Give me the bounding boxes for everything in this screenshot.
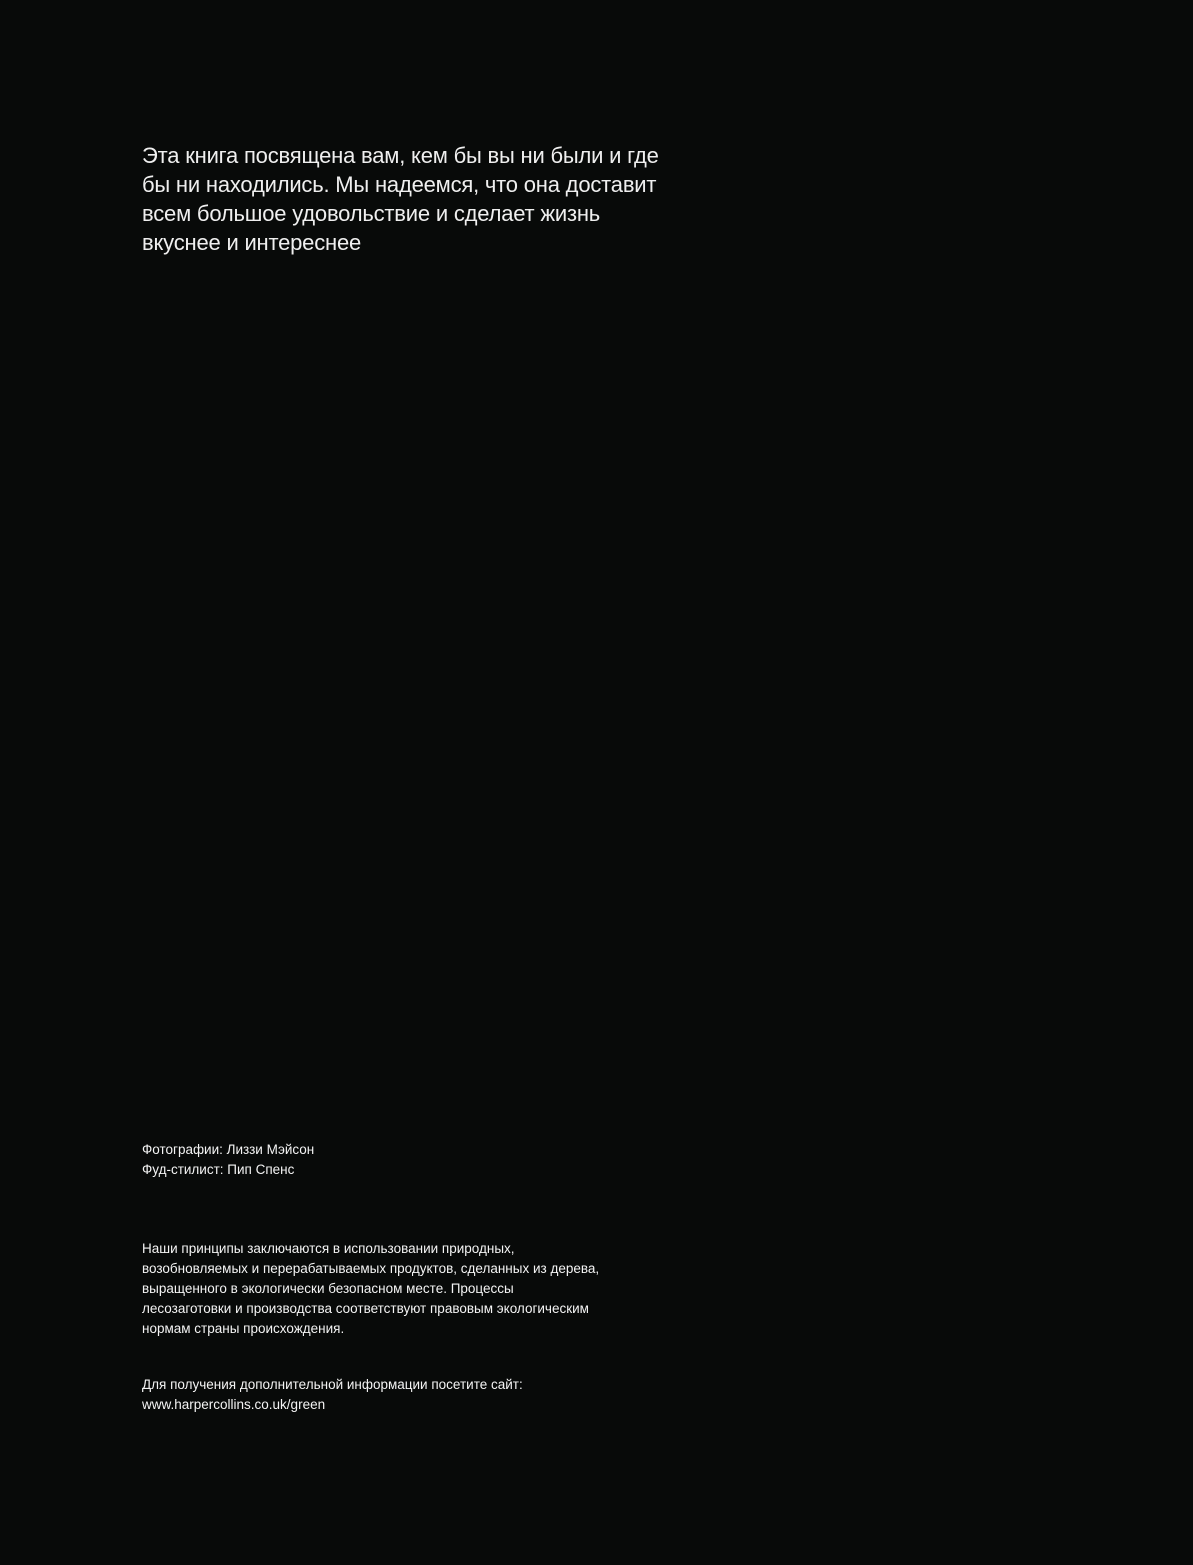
- dedication-text: [142, 141, 662, 257]
- dedication-line: всем большое удовольствие и сделает жизнь: [142, 201, 601, 226]
- credits-block: [142, 1140, 314, 1180]
- eco-notice-line: Наши принципы заключаются в использовании природных,: [142, 1241, 515, 1256]
- eco-notice-line: выращенного в экологически безопасном месте. Процессы: [142, 1281, 514, 1296]
- dedication-line: бы ни находились. Мы надеемся, что она доставит: [142, 172, 657, 197]
- dedication-line: вкуснее и интереснее: [142, 230, 362, 255]
- food-stylist-credit: Фуд-стилист: Пип Спенс: [142, 1162, 295, 1177]
- more-info-text: Для получения дополнительной информации посетите сайт:: [142, 1377, 523, 1392]
- eco-notice: [142, 1239, 599, 1339]
- eco-notice-line: нормам страны происхождения.: [142, 1321, 345, 1336]
- photography-credit: Фотографии: Лиззи Мэйсон: [142, 1142, 315, 1157]
- dedication-line: Эта книга посвящена вам, кем бы вы ни были и где: [142, 143, 659, 168]
- more-info-block: [142, 1375, 523, 1415]
- eco-notice-line: возобновляемых и перерабатываемых продуктов, сделанных из дерева,: [142, 1261, 600, 1276]
- eco-notice-line: лесозаготовки и производства соответствуют правовым экологическим: [142, 1301, 589, 1316]
- website-url: www.harpercollins.co.uk/green: [142, 1397, 326, 1412]
